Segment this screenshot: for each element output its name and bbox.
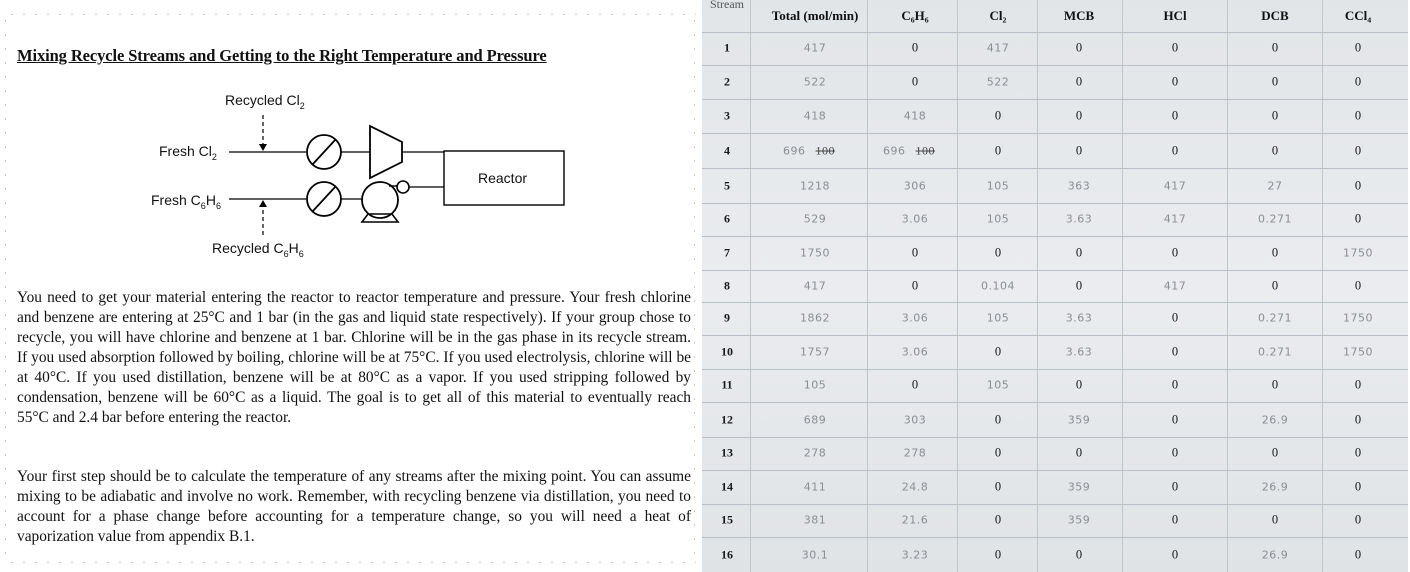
table-row-divider bbox=[702, 65, 1408, 66]
instructions-paragraph: You need to get your material entering the reactor to reactor temperature and pressure. Your fresh chlorine and benzene are entering at 25°C and 1 bar (in the gas and liquid state respectively). If your group chose to recycle, you will have chlorine and benzene at 1 bar. Chlorine will be in the gas phase in its recycle stream. If you used absorption followed by boiling, chlorine will be at 75°C. If you used electrolysis, chlorine will be at 40°C. If you used distillation, benzene will be at 80°C as a vapor. If you used stripping followed by condensation, benzene will be 60°C as a liquid. The goal is to get all of this material to eventually reach 55°C and 2.4 bar before entering the reactor. bbox=[17, 289, 691, 426]
table-cell-hcl: 417 bbox=[1163, 179, 1187, 193]
table-cell-cl2: 0 bbox=[994, 512, 1002, 527]
pump-icon bbox=[362, 182, 398, 218]
table-row-divider bbox=[702, 504, 1408, 505]
label-reactor: Reactor bbox=[478, 170, 528, 186]
table-cell-dcb: 26.9 bbox=[1261, 480, 1289, 494]
table-cell-hcl: 0 bbox=[1171, 412, 1179, 427]
table-cell-cl2: 105 bbox=[986, 378, 1010, 392]
table-cell-total: 30.1 bbox=[801, 548, 829, 562]
table-row-divider bbox=[702, 133, 1408, 134]
column-header: DCB bbox=[1261, 8, 1289, 23]
stream-number: 7 bbox=[724, 245, 730, 260]
table-column-divider bbox=[750, 0, 751, 572]
table-cell-ccl4: 0 bbox=[1354, 108, 1362, 123]
stream-number: 12 bbox=[721, 412, 733, 427]
table-cell-hcl: 0 bbox=[1171, 344, 1179, 359]
table-row-divider bbox=[702, 203, 1408, 204]
table-cell-total: 1218 bbox=[800, 179, 830, 193]
table-cell-ccl4: 0 bbox=[1354, 211, 1362, 226]
table-cell-hcl: 0 bbox=[1171, 377, 1179, 392]
table-cell-c6h6: 3.23 bbox=[901, 548, 929, 562]
handwritten-value: 696 bbox=[883, 144, 906, 158]
stream-number: 9 bbox=[724, 310, 730, 325]
stream-number: 11 bbox=[721, 377, 733, 392]
table-cell-cl2: 105 bbox=[986, 212, 1010, 226]
table-cell-total: 1757 bbox=[800, 345, 830, 359]
table-cell-total: 417 bbox=[803, 279, 827, 293]
table-row-divider bbox=[702, 437, 1408, 438]
table-cell-cl2: 0 bbox=[994, 445, 1002, 460]
table-row-divider bbox=[702, 32, 1408, 33]
table-cell-mcb: 0 bbox=[1075, 143, 1083, 158]
table-cell-dcb: 27 bbox=[1267, 179, 1283, 193]
table-cell-dcb: 0 bbox=[1271, 108, 1279, 123]
table-cell-c6h6: 0 bbox=[911, 40, 919, 55]
table-cell-mcb: 0 bbox=[1075, 40, 1083, 55]
table-cell-hcl: 0 bbox=[1171, 40, 1179, 55]
table-column-divider bbox=[1122, 0, 1123, 572]
table-column-divider bbox=[957, 0, 958, 572]
table-column-divider bbox=[1227, 0, 1228, 572]
table-cell-ccl4: 0 bbox=[1354, 278, 1362, 293]
table-cell-ccl4: 0 bbox=[1354, 143, 1362, 158]
table-cell-c6h6: 0 bbox=[911, 74, 919, 89]
table-cell-dcb: 0 bbox=[1271, 74, 1279, 89]
table-cell-total: 529 bbox=[803, 212, 827, 226]
column-header: HCl bbox=[1163, 8, 1187, 23]
table-cell-mcb: 359 bbox=[1067, 413, 1091, 427]
document-title: Mixing Recycle Streams and Getting to the Right Temperature and Pressure bbox=[17, 46, 547, 65]
table-cell-cl2: 0 bbox=[994, 479, 1002, 494]
stream-number: 8 bbox=[724, 278, 730, 293]
table-cell-hcl: 0 bbox=[1171, 108, 1179, 123]
table-row-divider bbox=[702, 302, 1408, 303]
table-cell-mcb: 3.63 bbox=[1065, 345, 1093, 359]
table-cell-dcb: 26.9 bbox=[1261, 548, 1289, 562]
table-cell-mcb: 0 bbox=[1075, 74, 1083, 89]
table-cell-total: 105 bbox=[803, 378, 827, 392]
label-fresh-c6h6: Fresh $C_6H_6$ bbox=[151, 192, 221, 211]
table-cell-dcb: 0.271 bbox=[1258, 311, 1292, 325]
table-cell-mcb: 3.63 bbox=[1065, 212, 1093, 226]
table-cell-ccl4: 0 bbox=[1354, 479, 1362, 494]
table-cell-dcb: 0 bbox=[1271, 245, 1279, 260]
table-cell-c6h6: 303 bbox=[903, 413, 927, 427]
crossed-out-value: 100 bbox=[915, 143, 935, 158]
column-header: Cl₂ bbox=[989, 8, 1007, 23]
table-cell-dcb: 0 bbox=[1271, 445, 1279, 460]
column-header: MCB bbox=[1063, 8, 1095, 23]
table-cell-dcb: 0.271 bbox=[1258, 345, 1292, 359]
table-cell-c6h6: 24.8 bbox=[901, 480, 929, 494]
table-row-divider bbox=[702, 369, 1408, 370]
table-column-divider bbox=[867, 0, 868, 572]
stream-number: 6 bbox=[724, 211, 730, 226]
table-cell-ccl4: 0 bbox=[1354, 178, 1362, 193]
table-cell-hcl: 0 bbox=[1171, 445, 1179, 460]
table-cell-ccl4: 0 bbox=[1354, 40, 1362, 55]
column-header: CCl₄ bbox=[1344, 8, 1372, 23]
table-cell-ccl4: 0 bbox=[1354, 412, 1362, 427]
table-cell-ccl4: 0 bbox=[1354, 512, 1362, 527]
table-cell-c6h6: 3.06 bbox=[901, 311, 929, 325]
table-cell-ccl4: 1750 bbox=[1343, 311, 1373, 325]
table-cell-cl2: 522 bbox=[986, 75, 1010, 89]
table-cell-cl2: 417 bbox=[986, 41, 1010, 55]
column-header: Total (mol/min) bbox=[771, 8, 859, 23]
table-cell-total: 417 bbox=[803, 41, 827, 55]
table-cell-cl2: 0 bbox=[994, 412, 1002, 427]
table-column-divider bbox=[1322, 0, 1323, 572]
table-cell-dcb: 0 bbox=[1271, 143, 1279, 158]
table-cell-c6h6: 0 bbox=[911, 278, 919, 293]
stream-number: 2 bbox=[724, 74, 730, 89]
table-row-divider bbox=[702, 270, 1408, 271]
table-cell-dcb: 0 bbox=[1271, 278, 1279, 293]
stream-number: 16 bbox=[721, 547, 733, 562]
table-cell-ccl4: 0 bbox=[1354, 377, 1362, 392]
problem-document bbox=[0, 0, 702, 572]
table-cell-mcb: 0 bbox=[1075, 245, 1083, 260]
table-cell-c6h6 bbox=[883, 144, 935, 159]
stream-number: 14 bbox=[721, 479, 733, 494]
table-cell-c6h6: 306 bbox=[903, 179, 927, 193]
table-row-divider bbox=[702, 99, 1408, 100]
column-header: C₆H₆ bbox=[901, 8, 929, 23]
process-diagram bbox=[0, 0, 702, 272]
handwritten-value: 696 bbox=[783, 144, 806, 158]
table-cell-c6h6: 3.06 bbox=[901, 212, 929, 226]
table-cell-total: 1862 bbox=[800, 311, 830, 325]
table-cell-c6h6: 278 bbox=[903, 446, 927, 460]
table-cell-cl2: 105 bbox=[986, 179, 1010, 193]
table-cell-cl2: 0 bbox=[994, 108, 1002, 123]
compressor-icon bbox=[370, 126, 402, 178]
table-cell-dcb: 26.9 bbox=[1261, 413, 1289, 427]
table-cell-mcb: 363 bbox=[1067, 179, 1091, 193]
table-cell-total bbox=[783, 144, 835, 159]
table-row-divider bbox=[702, 402, 1408, 403]
table-cell-ccl4: 0 bbox=[1354, 445, 1362, 460]
table-cell-c6h6: 3.06 bbox=[901, 345, 929, 359]
table-cell-c6h6: 418 bbox=[903, 109, 927, 123]
table-cell-ccl4: 0 bbox=[1354, 547, 1362, 562]
table-cell-cl2: 0 bbox=[994, 245, 1002, 260]
label-fresh-cl2: Fresh $Cl_2$ bbox=[159, 143, 217, 162]
table-cell-hcl: 0 bbox=[1171, 245, 1179, 260]
table-cell-cl2: 0 bbox=[994, 547, 1002, 562]
table-cell-c6h6: 0 bbox=[911, 377, 919, 392]
table-cell-cl2: 0 bbox=[994, 143, 1002, 158]
table-cell-total: 418 bbox=[803, 109, 827, 123]
stream-number: 4 bbox=[724, 143, 730, 158]
table-row-divider bbox=[702, 335, 1408, 336]
table-cell-total: 278 bbox=[803, 446, 827, 460]
table-cell-hcl: 0 bbox=[1171, 547, 1179, 562]
table-cell-ccl4: 1750 bbox=[1343, 345, 1373, 359]
stream-number: 3 bbox=[724, 108, 730, 123]
table-row-divider bbox=[702, 470, 1408, 471]
stream-number: 5 bbox=[724, 178, 730, 193]
table-cell-hcl: 0 bbox=[1171, 143, 1179, 158]
table-row-divider bbox=[702, 168, 1408, 169]
table-column-divider bbox=[1037, 0, 1038, 572]
table-cell-ccl4: 0 bbox=[1354, 74, 1362, 89]
table-cell-mcb: 0 bbox=[1075, 377, 1083, 392]
table-cell-total: 522 bbox=[803, 75, 827, 89]
column-header: Stream bbox=[710, 0, 744, 11]
table-cell-mcb: 0 bbox=[1075, 445, 1083, 460]
table-cell-mcb: 359 bbox=[1067, 480, 1091, 494]
table-cell-cl2: 0 bbox=[994, 344, 1002, 359]
stream-number: 1 bbox=[724, 40, 730, 55]
table-row-divider bbox=[702, 236, 1408, 237]
stream-number: 10 bbox=[721, 344, 733, 359]
table-cell-dcb: 0 bbox=[1271, 40, 1279, 55]
table-cell-c6h6: 0 bbox=[911, 245, 919, 260]
stream-table-photo bbox=[702, 0, 1408, 572]
first-step-paragraph: Your first step should be to calculate the temperature of any streams after the mixing point. You can assume mixing to be adiabatic and involve no work. Remember, with recycling benzene via distillation, you need to account for a phase change before accounting for a temperature change, so you will need a heat of vaporization value from appendix B.1. bbox=[17, 468, 691, 545]
table-cell-c6h6: 21.6 bbox=[901, 513, 929, 527]
table-cell-mcb: 359 bbox=[1067, 513, 1091, 527]
stream-number: 13 bbox=[721, 445, 733, 460]
table-cell-mcb: 0 bbox=[1075, 278, 1083, 293]
table-cell-total: 411 bbox=[803, 480, 827, 494]
label-recycled-cl2: Recycled $Cl_2$ bbox=[225, 92, 305, 111]
table-cell-cl2: 0.104 bbox=[981, 279, 1015, 293]
table-cell-hcl: 0 bbox=[1171, 310, 1179, 325]
table-cell-total: 381 bbox=[803, 513, 827, 527]
table-cell-hcl: 417 bbox=[1163, 212, 1187, 226]
table-cell-cl2: 105 bbox=[986, 311, 1010, 325]
table-cell-total: 1750 bbox=[800, 246, 830, 260]
table-cell-dcb: 0 bbox=[1271, 512, 1279, 527]
recycled-cl2-arrowhead bbox=[259, 144, 267, 151]
table-row-divider bbox=[702, 537, 1408, 538]
table-cell-hcl: 417 bbox=[1163, 279, 1187, 293]
table-cell-mcb: 0 bbox=[1075, 547, 1083, 562]
table-cell-dcb: 0 bbox=[1271, 377, 1279, 392]
stream-number: 15 bbox=[721, 512, 733, 527]
table-cell-mcb: 3.63 bbox=[1065, 311, 1093, 325]
table-cell-hcl: 0 bbox=[1171, 512, 1179, 527]
table-cell-hcl: 0 bbox=[1171, 479, 1179, 494]
table-cell-mcb: 0 bbox=[1075, 108, 1083, 123]
table-cell-total: 689 bbox=[803, 413, 827, 427]
page-border-bottom bbox=[6, 562, 696, 563]
table-cell-dcb: 0.271 bbox=[1258, 212, 1292, 226]
table-cell-ccl4: 1750 bbox=[1343, 246, 1373, 260]
label-recycled-c6h6: Recycled $C_6H_6$ bbox=[212, 240, 304, 259]
recycled-c6h6-arrowhead bbox=[259, 200, 267, 207]
crossed-out-value: 100 bbox=[815, 143, 835, 158]
table-cell-hcl: 0 bbox=[1171, 74, 1179, 89]
